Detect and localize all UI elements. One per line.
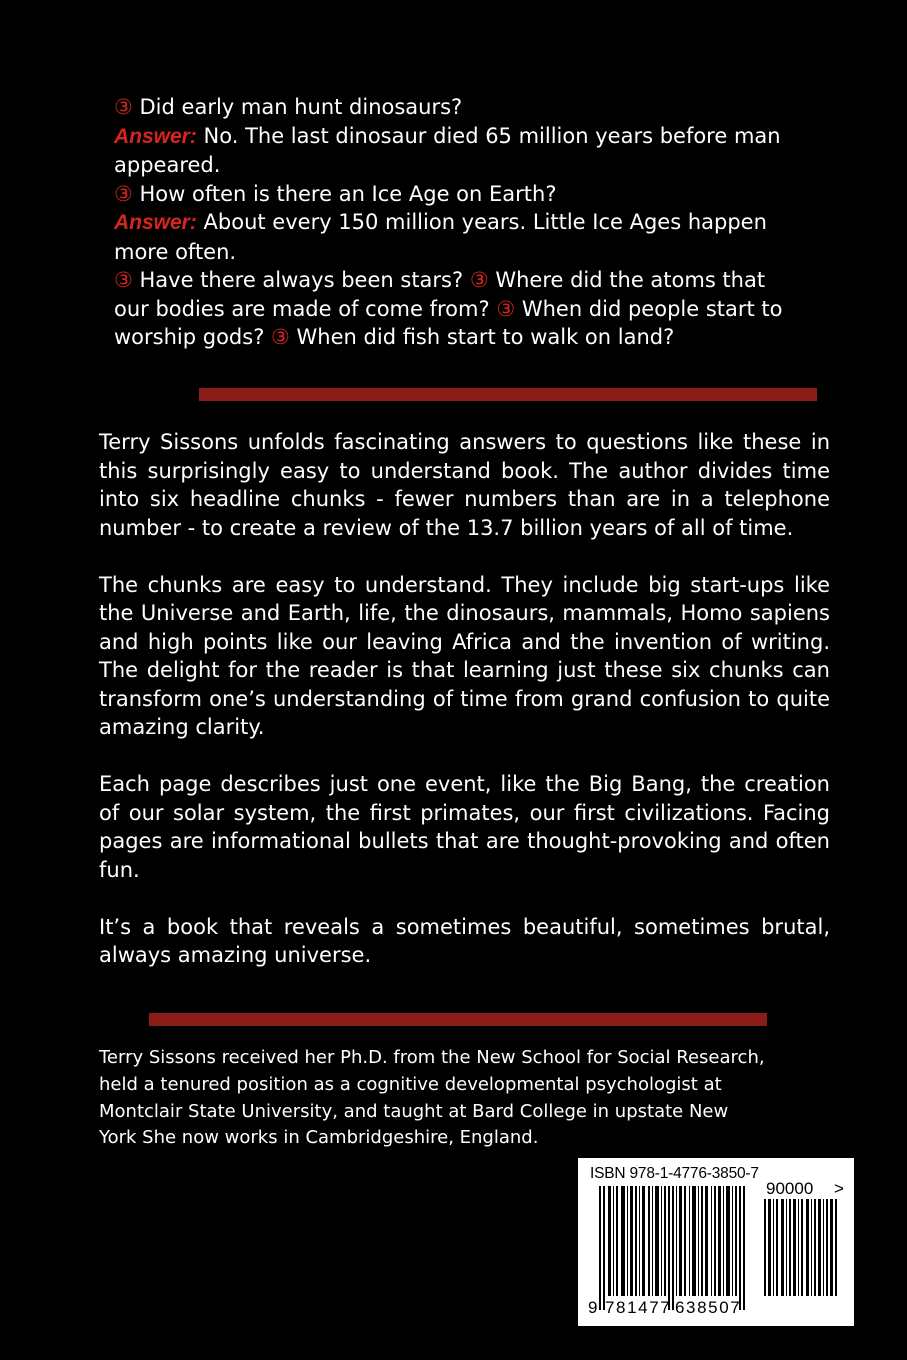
question-text: When did people start to bbox=[521, 296, 783, 321]
description-paragraph: Each page describes just one event, like the Big Bang, the creation of our solar system, the first primates, our first civilizations. Facing pages are informational bullets that are thought-provoking and often fun. bbox=[99, 772, 830, 882]
question-text: Have there always been stars? bbox=[139, 268, 464, 292]
barcode-main-bars bbox=[591, 1186, 757, 1310]
answer-line bbox=[114, 208, 834, 238]
question-text: How often is there an Ice Age on Earth? bbox=[139, 181, 557, 206]
bio-line: Montclair State University, and taught at Bard College in upstate New bbox=[99, 1100, 729, 1122]
bullet-icon: ③ bbox=[469, 268, 489, 292]
answer-label: Answer: bbox=[114, 211, 197, 234]
question-text: Where did the atoms that bbox=[495, 268, 766, 292]
isbn-text: ISBN 978-1-4776-3850-7 bbox=[590, 1165, 759, 1182]
question-line bbox=[114, 93, 834, 122]
answer-text: About every 150 million years. Little Ice Ages happen bbox=[196, 210, 767, 234]
barcode-left-group: 781477 bbox=[605, 1298, 672, 1317]
bio-line: Terry Sissons received her Ph.D. from the New School for Social Research, bbox=[99, 1047, 765, 1068]
questions-block bbox=[114, 93, 834, 352]
description-paragraph: The chunks are easy to understand. They include big start-ups like the Universe and Earth, life, the dinosaurs, mammals, Homo sapiens and high points like our leaving Africa and the invention of writing. The delight for the reader is that learning just these six chunks can transform one’s understanding of time from grand confusion to quite amazing clarity. bbox=[99, 572, 830, 739]
answer-continuation: more often. bbox=[114, 239, 237, 264]
question-line bbox=[114, 180, 834, 209]
author-bio bbox=[99, 1045, 829, 1152]
price-arrow: > bbox=[834, 1179, 844, 1198]
answer-line bbox=[114, 122, 834, 152]
answer-continuation: appeared. bbox=[114, 153, 221, 177]
answer-label: Answer: bbox=[114, 124, 197, 148]
isbn-barcode bbox=[578, 1158, 854, 1326]
question-line bbox=[114, 266, 834, 295]
question-text: When did fish start to walk on land? bbox=[296, 325, 675, 349]
bullet-icon: ③ bbox=[114, 268, 133, 292]
bullet-icon: ③ bbox=[496, 296, 516, 321]
section-divider-top bbox=[199, 388, 817, 401]
question-line bbox=[114, 295, 834, 324]
bullet-icon: ③ bbox=[114, 181, 133, 206]
bullet-icon: ③ bbox=[271, 325, 290, 349]
section-divider-bottom bbox=[149, 1013, 767, 1026]
bio-line: York She now works in Cambridgeshire, England. bbox=[99, 1127, 539, 1149]
price-code: 90000 bbox=[766, 1179, 814, 1198]
barcode-addon-bars bbox=[762, 1199, 842, 1296]
barcode-first-digit: 9 bbox=[588, 1298, 598, 1317]
question-text: our bodies are made of come from? bbox=[114, 296, 490, 321]
barcode-right-group: 638507 bbox=[675, 1298, 742, 1317]
question-line bbox=[114, 323, 834, 352]
book-description bbox=[99, 428, 830, 998]
bullet-icon: ③ bbox=[114, 95, 133, 119]
question-text: Did early man hunt dinosaurs? bbox=[139, 95, 463, 119]
question-text: worship gods? bbox=[114, 325, 265, 349]
description-paragraph: Terry Sissons unfolds fascinating answers to questions like these in this surprisingly easy to understand book. The author divides time into six headline chunks - fewer numbers than are in a telephone number - to create a review of the 13.7 billion years of all of time. bbox=[99, 430, 830, 540]
description-paragraph: It’s a book that reveals a sometimes beautiful, sometimes brutal, always amazing universe. bbox=[99, 914, 830, 967]
bio-line: held a tenured position as a cognitive developmental psychologist at bbox=[99, 1073, 722, 1095]
answer-text: No. The last dinosaur died 65 million years before man bbox=[196, 123, 781, 148]
